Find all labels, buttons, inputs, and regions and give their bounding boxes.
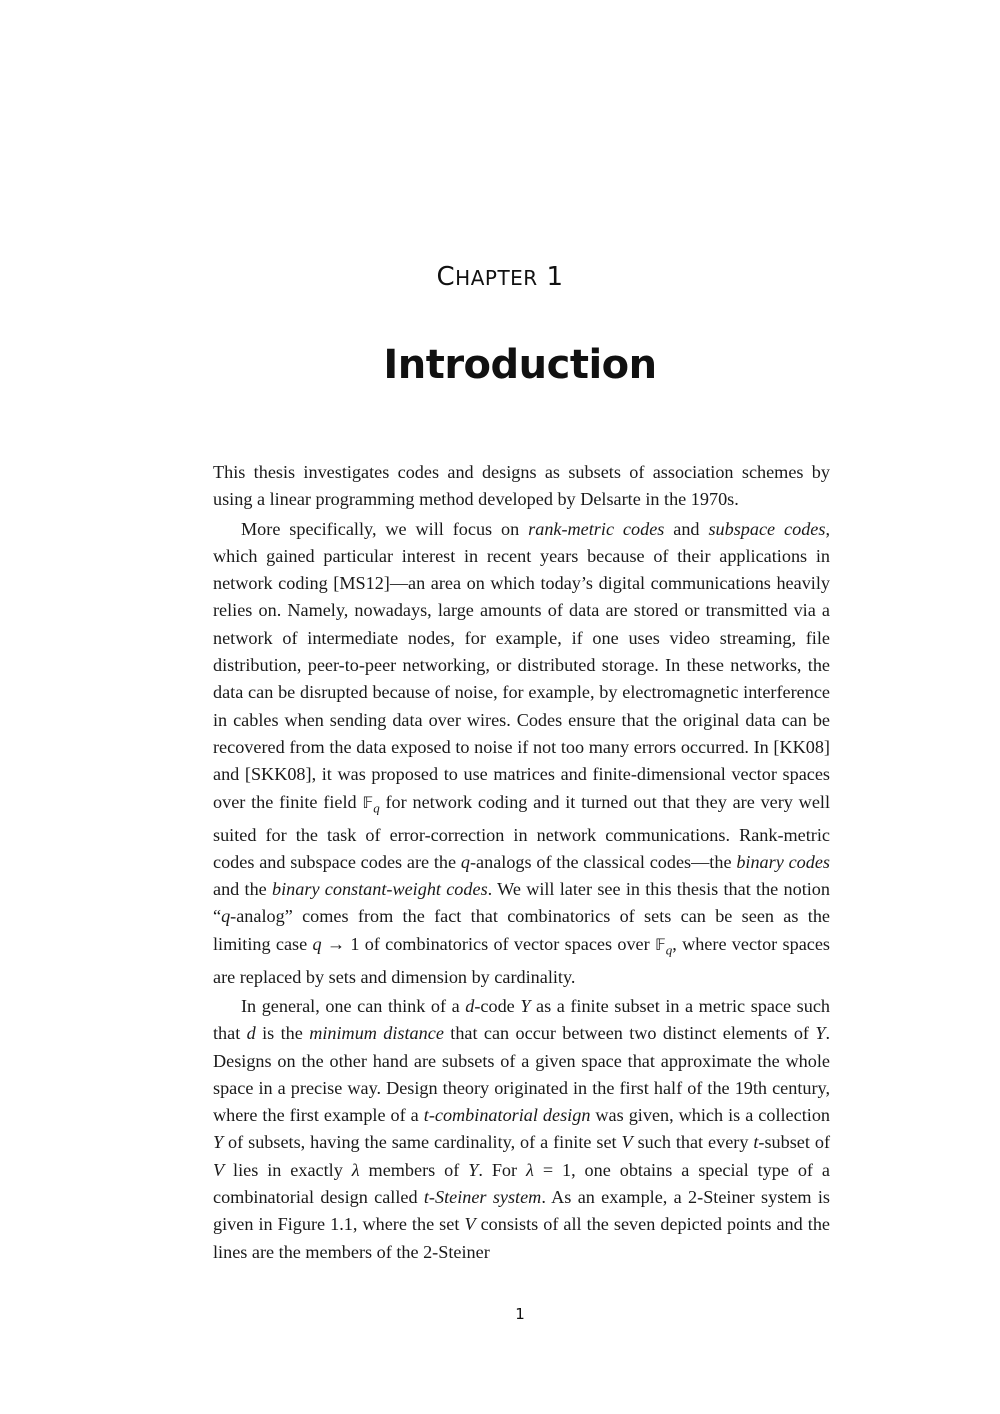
math-symbol: Y [213,1132,224,1153]
chapter-label-initial: C [436,262,456,292]
text-run: . We will later see in this thesis that the notion “ [213,879,830,927]
text-run: as a finite subset in a metric space such that [213,995,830,1044]
text-run: = 1, one obtains a special type of a combinatorial design called [213,1159,830,1207]
text-run: -analog” comes from the fact that combinatorics of sets can be seen as the limiting case [213,906,830,954]
math-symbol: Y [520,995,531,1016]
math-symbol: t [753,1132,759,1153]
text-run: , where vector spaces are replaced by sets and dimension by cardinality. [213,933,830,987]
text-run: -analogs of the classical codes—the [469,851,737,872]
text-run: . As an example, a 2-Steiner system is given in Figure 1.1, where the set [213,1187,830,1235]
chapter-title: Introduction [383,342,657,388]
text-run: and [664,518,709,539]
math-symbol: V [213,1159,225,1180]
chapter-label [0,262,1000,292]
text-run: -code [474,995,521,1016]
text-run: More specifically, we will focus on [241,518,529,539]
paragraph [213,459,830,514]
math-symbol: Y [468,1159,479,1180]
math-symbol: d [246,1023,256,1044]
text-run: -subset of [758,1132,831,1153]
text-run: for network coding and it turned out that they are very well suited for the task of error-correction in network communications. Rank-metric codes and subspace codes are the [213,791,830,872]
math-field-symbol: 𝔽 [654,934,666,954]
math-subscript: q [665,942,673,958]
emphasis-term: subspace codes [708,518,826,539]
page-number: 1 [515,1305,525,1323]
text-run: , which gained particular interest in recent years because of their applications in network coding [MS12]—an area on which today’s digital communications heavily relies on. Namely, nowadays, large amounts of data are stored or transmitted via a network of intermediate nodes, for example, if one uses video streaming, file distribution, peer-to-peer networking, or distributed storage. In these networks, the data can be disrupted because of noise, for example, by electromagnetic interference in cables when sending data over wires. Codes ensure that the original data can be recovered from the data exposed to noise if not too many errors occurred. In [KK08] and [SKK08], it was proposed to use matrices and finite-dimensional vector spaces over the finite field [213,518,830,812]
text-run: and the [213,879,273,900]
text-run: . Designs on the other hand are subsets of a given space that approximate the whole space in a precise way. Design theory originated in the first half of the 19th century, where the first example of a [213,1023,831,1126]
text-run: members of [359,1159,469,1180]
math-symbol: V [621,1132,633,1153]
body-text [213,459,830,1266]
math-symbol: q [460,851,470,872]
math-symbol: V [464,1214,476,1235]
text-run: is the [255,1023,310,1044]
text-run: of subsets, having the same cardinality, of a finite set [223,1132,622,1153]
paragraph [213,516,830,991]
text-run: was given, which is a collection [590,1105,831,1126]
text-run: lies in exactly [224,1159,352,1180]
math-field-symbol: 𝔽 [362,792,374,812]
text-run: such that every [632,1132,754,1153]
math-subscript: q [373,800,380,816]
text-run: This thesis investigates codes and designs as subsets of association schemes by using a linear programming method developed by Delsarte in the 1970s. [213,462,830,510]
chapter-label-rest: HAPTER [455,266,538,290]
emphasis-term: minimum distance [309,1023,444,1044]
math-symbol: λ [526,1159,534,1180]
chapter-number: 1 [546,262,564,292]
emphasis-term: t-Steiner system [423,1187,542,1207]
text-run: In general, one can think of a [241,995,466,1016]
math-symbol: q [312,933,322,954]
text-run: → 1 of combinatorics of vector spaces over [321,933,655,954]
emphasis-term: binary codes [736,851,830,872]
text-run: consists of all the seven depicted points and the lines are the members of the 2-Steiner [213,1214,830,1262]
math-symbol: d [465,995,475,1016]
emphasis-term: binary constant-weight codes [272,879,488,900]
math-symbol: Y [815,1023,826,1044]
paragraph [213,993,830,1266]
math-symbol: λ [351,1159,360,1180]
emphasis-term: t-combinatorial design [423,1105,591,1126]
math-symbol: q [221,906,231,927]
text-run: that can occur between two distinct elements of [443,1023,816,1044]
text-run: . For [478,1159,526,1180]
emphasis-term: rank-metric codes [528,518,665,539]
